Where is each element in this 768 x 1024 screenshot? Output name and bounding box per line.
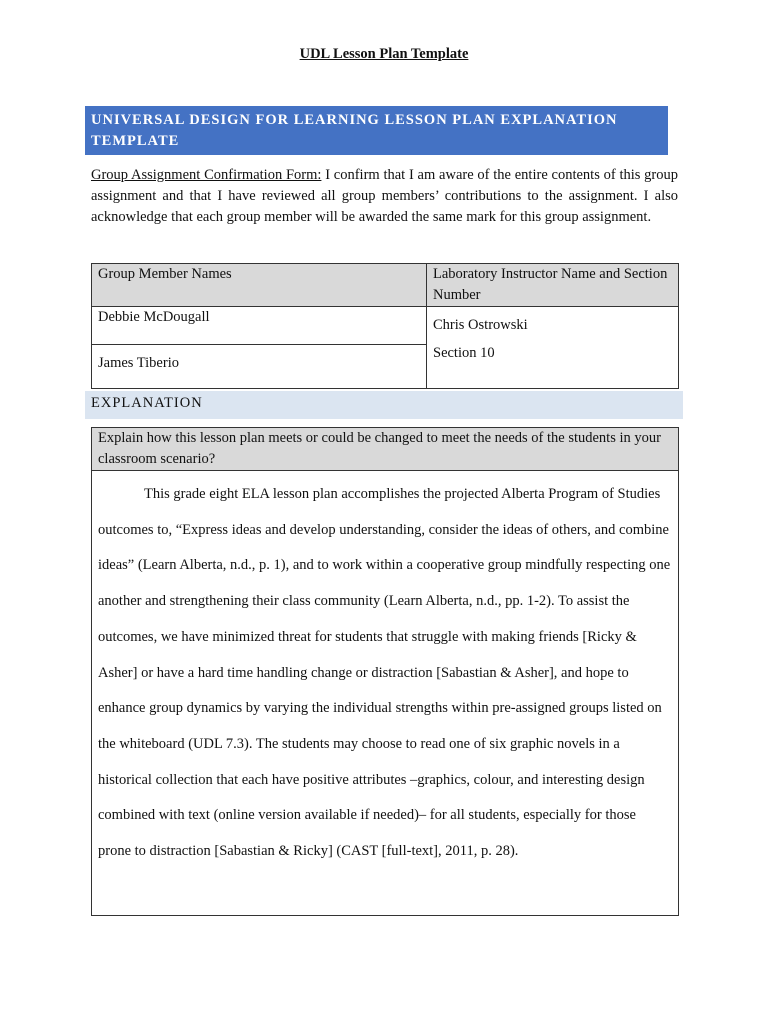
explanation-table	[91, 427, 679, 916]
group-members-table	[91, 263, 679, 389]
section-number: Section 10	[433, 345, 495, 361]
explanation-answer-cell	[92, 471, 679, 916]
page-title: UDL Lesson Plan Template	[299, 46, 469, 62]
explanation-question: Explain how this lesson plan meets or could be changed to meet the needs of the students in your classroom scenario?	[92, 428, 679, 471]
template-banner: UNIVERSAL DESIGN FOR LEARNING LESSON PLAN EXPLANATION TEMPLATE	[85, 106, 668, 155]
header-instructor-section: Laboratory Instructor Name and Section Number	[427, 264, 679, 307]
instructor-name: Chris Ostrowski	[433, 317, 528, 333]
confirmation-text: I confirm that I am aware of the entire contents of this group assignment and that I have reviewed all group members’ contributions to the assignment. I also acknowledge that each group member will be awarded the same mark for this group assignment.	[91, 167, 679, 225]
confirmation-label: Group Assignment Confirmation Form:	[91, 167, 322, 183]
explanation-heading: EXPLANATION	[85, 391, 683, 419]
header-group-member-names: Group Member Names	[92, 264, 427, 307]
instructor-cell	[427, 307, 679, 389]
explanation-answer: This grade eight ELA lesson plan accomplishes the projected Alberta Program of Studies outcomes to, “Express ideas and develop understanding, consider the ideas of others, and combine ideas” (Learn Alberta, n.d., p. 1), and to work within a cooperative group mindfully respecting one another and strengthening their class community (Learn Alberta, n.d., pp. 1-2). To assist the outcomes, we have minimized threat for students that struggle with making friends [Ricky & Asher] or have a hard time handling change or distraction [Sabastian & Asher], and hope to enhance group dynamics by varying the individual strengths within pre-assigned groups listed on the whiteboard (UDL 7.3). The students may choose to read one of six graphic novels in a historical collection that each have positive attributes –graphics, colour, and interesting design combined with text (online version available if needed)– for all students, especially for those prone to distraction [Sabastian & Ricky] (CAST [full-text], 2011, p. 28).	[98, 486, 671, 860]
confirmation-paragraph	[91, 165, 678, 228]
member-name: Debbie McDougall	[92, 307, 427, 345]
member-name: James Tiberio	[92, 345, 427, 389]
